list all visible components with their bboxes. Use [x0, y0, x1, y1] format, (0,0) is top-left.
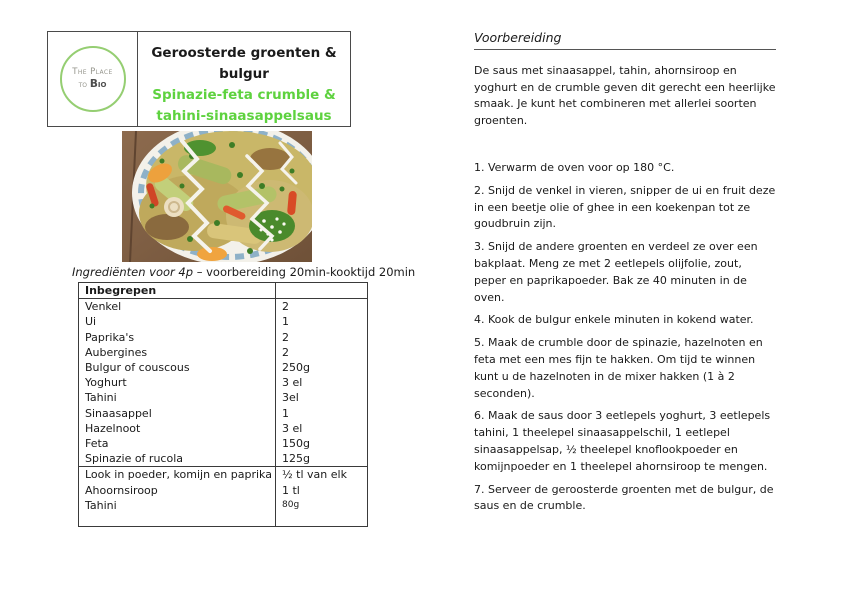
ingredient-name: Tahini	[85, 391, 117, 405]
preparation-step-7: 7. Serveer de geroosterde groenten met de bulgur, de saus en de crumble.	[474, 482, 774, 513]
ingredient-name: Bulgur of couscous	[85, 361, 190, 375]
recipe-header-box	[47, 31, 351, 127]
ingredient-qty: 250g	[276, 360, 368, 375]
ingredient-name: Venkel	[85, 300, 122, 314]
logo-to: to	[78, 80, 90, 90]
ingredient-row	[79, 467, 368, 483]
ingredient-name: Feta	[85, 437, 109, 451]
ingredients-table-header	[79, 283, 368, 299]
ingredient-name: Yoghurt	[85, 376, 127, 390]
ingredient-qty: 125g	[276, 451, 368, 467]
preparation-step-2: 2. Snijd de venkel in vieren, snipper de ui en fruit deze in een beetje olie of ghee in een koekenpan tot ze goudbruin zijn.	[474, 183, 776, 231]
ingredients-heading	[72, 265, 415, 279]
recipe-photo-illustration	[122, 131, 312, 262]
ingredient-qty: 3 el	[276, 375, 368, 390]
preparation-step-6: 6. Maak de saus door 3 eetlepels yoghurt, 3 eetlepels tahini, 1 theelepel sinaasappelschil, 1 eetlepel sinaasappelsap, ½ theelepel knoflookpoeder en komijnpoeder en 1 theelepel ahornsiroop te mengen.	[474, 409, 771, 473]
preparation-column	[474, 30, 776, 521]
ingredient-qty: 80g	[276, 498, 368, 513]
ingredient-name: Paprika's	[85, 330, 135, 344]
ingredient-row	[79, 314, 368, 329]
ingredient-row	[79, 406, 368, 421]
logo-text-line2	[79, 78, 107, 91]
ingredients-heading-times: – voorbereiding 20min-kooktijd 20min	[193, 265, 416, 279]
title-cell	[138, 32, 350, 126]
ingredient-name: Spinazie of rucola	[85, 452, 183, 466]
recipe-photo	[122, 131, 312, 262]
ingredient-row	[79, 436, 368, 451]
recipe-subtitle: Spinazie-feta crumble & tahini-sinaasappelsaus	[152, 87, 336, 124]
ingredient-name: Look in poeder, komijn en paprika	[79, 467, 276, 483]
preparation-step-3: 3. Snijd de andere groenten en verdeel ze over een bakplaat. Meng ze met 2 eetlepels olijfolie, zout, peper en paprikapoeder. Bak ze 40 minuten in de oven.	[474, 240, 758, 304]
ingredient-qty: 2	[276, 330, 368, 345]
ingredient-name: Tahini	[85, 498, 117, 512]
ingredient-name: Ahoornsiroop	[85, 483, 158, 497]
ingredients-heading-servings: Ingrediënten voor 4p	[72, 265, 194, 279]
ingredient-qty: 2	[276, 345, 368, 360]
ingredient-qty: ½ tl van elk	[276, 467, 368, 483]
ingredient-row	[79, 483, 368, 498]
ingredient-name: Sinaasappel	[85, 406, 152, 420]
ingredient-qty: 3 el	[276, 421, 368, 436]
ingredient-qty: 2	[276, 299, 368, 315]
ingredient-row	[79, 360, 368, 375]
ingredient-row	[79, 498, 368, 513]
logo-bio: Bio	[89, 78, 107, 90]
table-filler-row	[79, 513, 368, 527]
logo-circle	[60, 46, 126, 112]
ingredient-row	[79, 421, 368, 436]
ingredient-name: Hazelnoot	[85, 421, 141, 435]
preparation-step-4: 4. Kook de bulgur enkele minuten in kokend water.	[474, 313, 754, 327]
ingredient-name: Aubergines	[85, 345, 148, 359]
brand-logo	[48, 32, 138, 126]
ingredient-qty: 1	[276, 406, 368, 421]
ingredient-row	[79, 330, 368, 345]
ingredient-qty: 150g	[276, 436, 368, 451]
ingredient-row	[79, 299, 368, 315]
ingredient-qty: 1 tl	[276, 483, 368, 498]
ingredient-qty: 1	[276, 314, 368, 329]
ingredient-name: Ui	[85, 315, 97, 329]
ingredients-table	[78, 282, 368, 527]
ingredients-header-qty	[276, 283, 368, 299]
recipe-title: Geroosterde groenten & bulgur	[151, 45, 337, 82]
preparation-intro: De saus met sinaasappel, tahin, ahornsiroop en yoghurt en de crumble geven dit gerecht een heerlijke smaak. Je kunt het combineren met allerlei soorten groenten.	[474, 64, 776, 127]
ingredient-row	[79, 390, 368, 405]
logo-text-line1: The Place	[72, 67, 113, 77]
ingredient-row	[79, 375, 368, 390]
preparation-step-1: 1. Verwarm de oven voor op 180 °C.	[474, 161, 675, 174]
ingredient-qty: 3el	[276, 390, 368, 405]
ingredients-header-label: Inbegrepen	[79, 283, 276, 299]
preparation-step-5: 5. Maak de crumble door de spinazie, hazelnoten en feta met een mes fijn te hakken. Om tijd te winnen kunt u de hazelnoten in de mixer hakken (1 à 2 seconden).	[474, 336, 763, 400]
preparation-heading: Voorbereiding	[474, 30, 776, 50]
ingredient-row	[79, 451, 368, 467]
ingredient-row	[79, 345, 368, 360]
